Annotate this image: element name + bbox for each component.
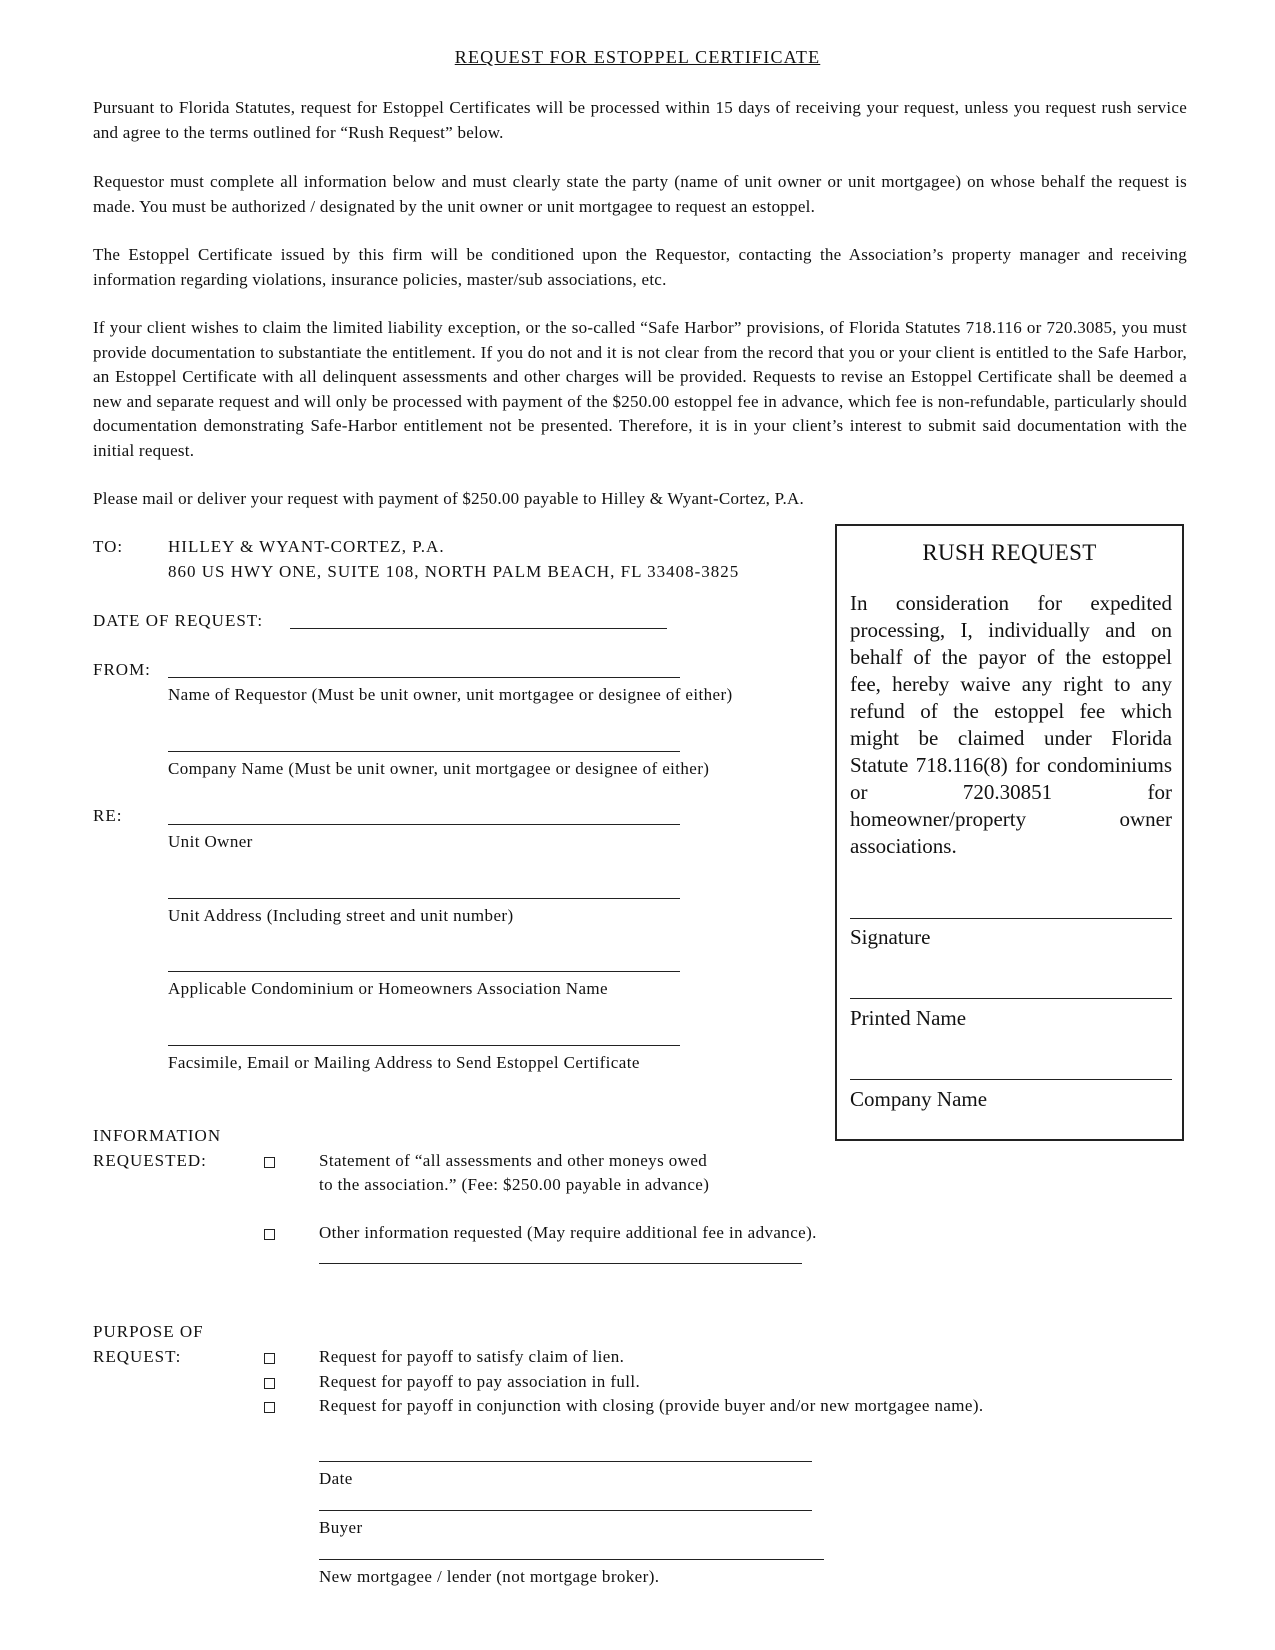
- intro-paragraph-safe-harbor: If your client wishes to claim the limited liability exception, or the so-called “Safe Harbor” provisions, of Florida Statutes 718.116 or 720.3085, you must provide documentation to substantiate the entitlement. If you do not and it is not clear from the record that you or your client is entitled to the Safe Harbor, an Estoppel Certificate with all delinquent assessments and other charges will be provided. Requests to revise an Estoppel Certificate shall be deemed a new and separate request and will only be processed with payment of the $250.00 estoppel fee in advance, which fee is non-refundable, particularly should documentation demonstrating Safe-Harbor entitlement not be presented. Therefore, it is in your client’s interest to submit said documentation with the initial request.: [93, 318, 1187, 460]
- requestor-name-field[interactable]: [168, 677, 680, 678]
- to-label: TO:: [93, 537, 124, 556]
- unit-owner-caption: Unit Owner: [168, 832, 253, 851]
- purpose-label-line1: PURPOSE OF: [93, 1322, 204, 1341]
- intro-paragraph-payment: Please mail or deliver your request with payment of $250.00 payable to Hilley & Wyant-Cortez, P.A.: [93, 489, 805, 508]
- firm-name: HILLEY & WYANT-CORTEZ, P.A.: [168, 537, 445, 556]
- firm-address: 860 US HWY ONE, SUITE 108, NORTH PALM BEACH, FL 33408-3825: [168, 562, 740, 581]
- payoff-full-checkbox[interactable]: [264, 1378, 275, 1389]
- other-information-option: Other information requested (May require additional fee in advance).: [319, 1223, 817, 1242]
- buyer-caption: Buyer: [319, 1518, 363, 1537]
- company-name-caption: Company Name (Must be unit owner, unit mortgagee or designee of either): [168, 759, 710, 778]
- payoff-closing-checkbox[interactable]: [264, 1402, 275, 1413]
- association-name-field[interactable]: [168, 971, 680, 972]
- rush-printed-name-field[interactable]: [850, 998, 1172, 999]
- unit-address-caption: Unit Address (Including street and unit number): [168, 906, 514, 925]
- buyer-field[interactable]: [319, 1510, 812, 1511]
- intro-paragraph-conditions: The Estoppel Certificate issued by this firm will be conditioned upon the Requestor, contacting the Association’s property manager and receiving information regarding violations, insurance policies, master/sub associations, etc.: [93, 245, 1187, 289]
- assessment-statement-option-line1: Statement of “all assessments and other moneys owed: [319, 1151, 708, 1170]
- requestor-name-caption: Name of Requestor (Must be unit owner, unit mortgagee or designee of either): [168, 685, 733, 704]
- send-to-caption: Facsimile, Email or Mailing Address to Send Estoppel Certificate: [168, 1053, 640, 1072]
- re-label: RE:: [93, 806, 123, 825]
- rush-company-name-field[interactable]: [850, 1079, 1172, 1080]
- payoff-full-option: Request for payoff to pay association in full.: [319, 1372, 641, 1391]
- rush-request-box: [835, 524, 1184, 1141]
- send-to-field[interactable]: [168, 1045, 680, 1046]
- rush-signature-field[interactable]: [850, 918, 1172, 919]
- company-name-field[interactable]: [168, 751, 680, 752]
- intro-paragraph-processing: Pursuant to Florida Statutes, request for Estoppel Certificates will be processed within 15 days of receiving your request, unless you request rush service and agree to the terms outlined for “Rush Request” below.: [93, 98, 1187, 142]
- payoff-lien-option: Request for payoff to satisfy claim of lien.: [319, 1347, 625, 1366]
- closing-date-field[interactable]: [319, 1461, 812, 1462]
- from-label: FROM:: [93, 660, 151, 679]
- unit-address-field[interactable]: [168, 898, 680, 899]
- rush-signature-caption: Signature: [850, 925, 931, 949]
- closing-date-caption: Date: [319, 1469, 353, 1488]
- date-of-request-field[interactable]: [290, 628, 667, 629]
- lender-field[interactable]: [319, 1559, 824, 1560]
- purpose-label-line2: REQUEST:: [93, 1347, 182, 1366]
- rush-request-waiver-text: In consideration for expedited processing, I, individually and on behalf of the payor of the estoppel fee, hereby waive any right to any refund of the estoppel fee which might be claimed under Florida Statute 718.116(8) for condominiums or 720.30851 for homeowner/property owner associations.: [850, 591, 1172, 858]
- other-information-checkbox[interactable]: [264, 1229, 275, 1240]
- assessment-statement-option-line2: to the association.” (Fee: $250.00 payable in advance): [319, 1175, 710, 1194]
- rush-printed-name-caption: Printed Name: [850, 1006, 967, 1030]
- assessment-statement-checkbox[interactable]: [264, 1157, 275, 1168]
- association-name-caption: Applicable Condominium or Homeowners Association Name: [168, 979, 608, 998]
- date-of-request-label: DATE OF REQUEST:: [93, 611, 264, 630]
- rush-company-name-caption: Company Name: [850, 1087, 988, 1111]
- intro-paragraph-requestor: Requestor must complete all information below and must clearly state the party (name of unit owner or unit mortgagee) on whose behalf the request is made. You must be authorized / designated by the unit owner or unit mortgagee to request an estoppel.: [93, 172, 1187, 216]
- info-requested-label-line1: INFORMATION: [93, 1126, 222, 1145]
- info-requested-label-line2: REQUESTED:: [93, 1151, 207, 1170]
- form-title: REQUEST FOR ESTOPPEL CERTIFICATE: [454, 47, 821, 67]
- other-information-field[interactable]: [319, 1263, 802, 1264]
- unit-owner-field[interactable]: [168, 824, 680, 825]
- payoff-lien-checkbox[interactable]: [264, 1353, 275, 1364]
- payoff-closing-option: Request for payoff in conjunction with closing (provide buyer and/or new mortgagee name).: [319, 1396, 984, 1415]
- lender-caption: New mortgagee / lender (not mortgage broker).: [319, 1567, 660, 1586]
- rush-request-title: RUSH REQUEST: [922, 540, 1097, 565]
